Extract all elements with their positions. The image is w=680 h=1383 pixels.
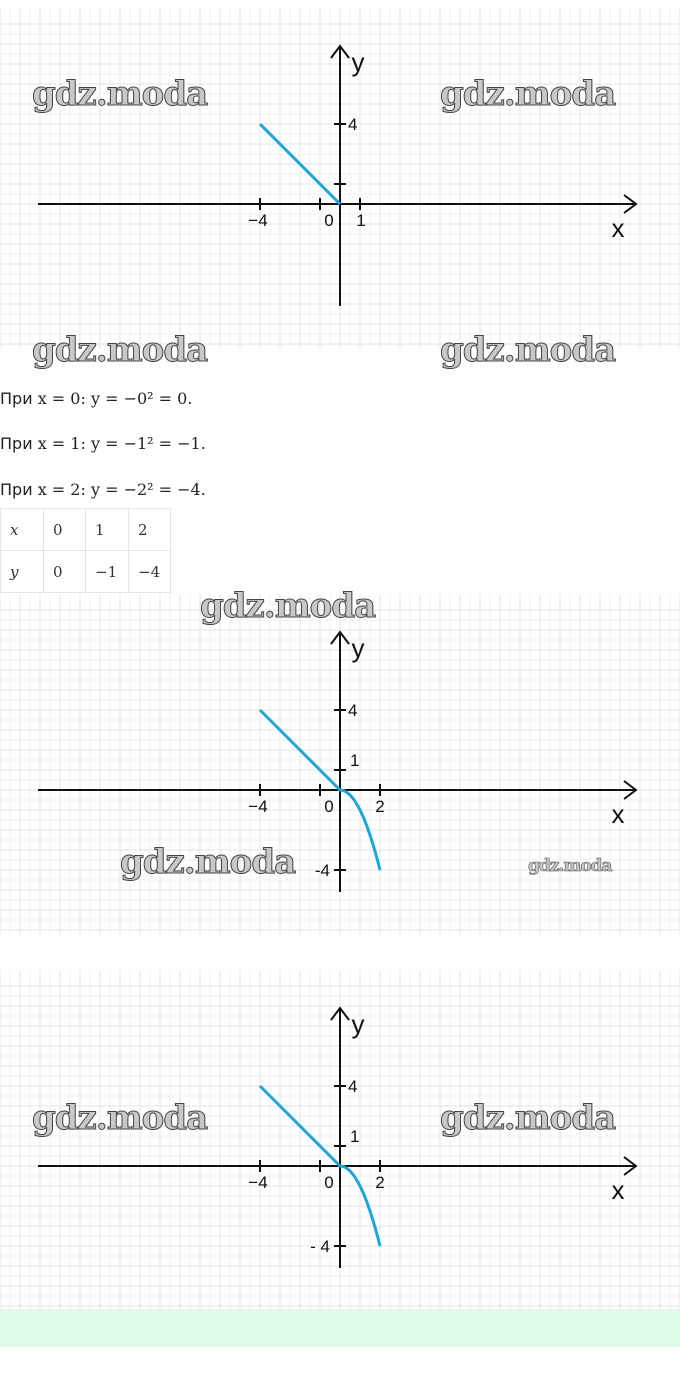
graph-3-svg <box>0 970 680 1310</box>
tick-label: 0 <box>324 211 334 230</box>
footer-band <box>0 1309 680 1347</box>
tick-label: 1 <box>350 1127 360 1146</box>
graph-1-svg <box>0 8 680 348</box>
values-table <box>0 508 171 593</box>
tick-label: 2 <box>375 1173 385 1192</box>
calc-line-2: При x = 1: y = −1² = −1. <box>0 434 206 453</box>
y-calc: y = −2² = −4. <box>90 480 206 499</box>
watermark: gdz.moda <box>200 586 376 626</box>
graph-1 <box>0 8 680 348</box>
watermark: gdz.moda <box>32 74 208 114</box>
tick-label: −4 <box>248 1173 268 1192</box>
calc-line-1: При x = 0: y = −0² = 0. <box>0 389 193 408</box>
x-value: x = 0 <box>37 389 81 408</box>
tick-label: -4 <box>314 861 330 880</box>
tick-label: −4 <box>248 211 268 230</box>
graph-2-svg <box>0 594 680 934</box>
table-cell: −1 <box>86 551 129 593</box>
pri-word: При <box>0 389 33 408</box>
tick-label: 2 <box>375 797 385 816</box>
y-axis-label: y <box>351 47 365 77</box>
tick-label: 0 <box>324 797 334 816</box>
y-calc: y = −0² = 0. <box>90 389 193 408</box>
y-calc: y = −1² = −1. <box>90 434 206 453</box>
x-value: x = 1 <box>37 434 81 453</box>
table-row <box>1 509 171 551</box>
graph-3 <box>0 970 680 1310</box>
table-cell: y <box>1 551 44 593</box>
x-axis-label: x <box>611 799 625 829</box>
pri-word: При <box>0 434 33 453</box>
table-row <box>1 551 171 593</box>
y-axis-label: y <box>351 1009 365 1039</box>
x-axis-label: x <box>611 1175 625 1205</box>
tick-label: 1 <box>356 211 366 230</box>
watermark: gdz.moda <box>440 1098 616 1138</box>
calc-line-3: При x = 2: y = −2² = −4. <box>0 480 206 499</box>
tick-label: −4 <box>248 797 268 816</box>
table-cell: 1 <box>86 509 129 551</box>
tick-label: 4 <box>348 1077 358 1096</box>
x-axis-label: x <box>611 213 625 243</box>
y-axis-label: y <box>351 633 365 663</box>
tick-label: 1 <box>350 751 360 770</box>
x-value: x = 2 <box>37 480 81 499</box>
watermark: gdz.moda <box>440 74 616 114</box>
watermark: gdz.moda <box>528 856 612 876</box>
tick-label: 4 <box>348 701 358 720</box>
table-cell: x <box>1 509 44 551</box>
tick-label: 0 <box>324 1173 334 1192</box>
table-cell: −4 <box>129 551 171 593</box>
table-cell: 2 <box>129 509 171 551</box>
pri-word: При <box>0 480 33 499</box>
tick-label: - 4 <box>310 1237 330 1256</box>
watermark: gdz.moda <box>440 330 616 370</box>
table-cell: 0 <box>44 509 86 551</box>
tick-label: 4 <box>348 115 358 134</box>
watermark: gdz.moda <box>120 842 296 882</box>
watermark: gdz.moda <box>32 330 208 370</box>
graph-2 <box>0 594 680 934</box>
watermark: gdz.moda <box>32 1098 208 1138</box>
table-cell: 0 <box>44 551 86 593</box>
